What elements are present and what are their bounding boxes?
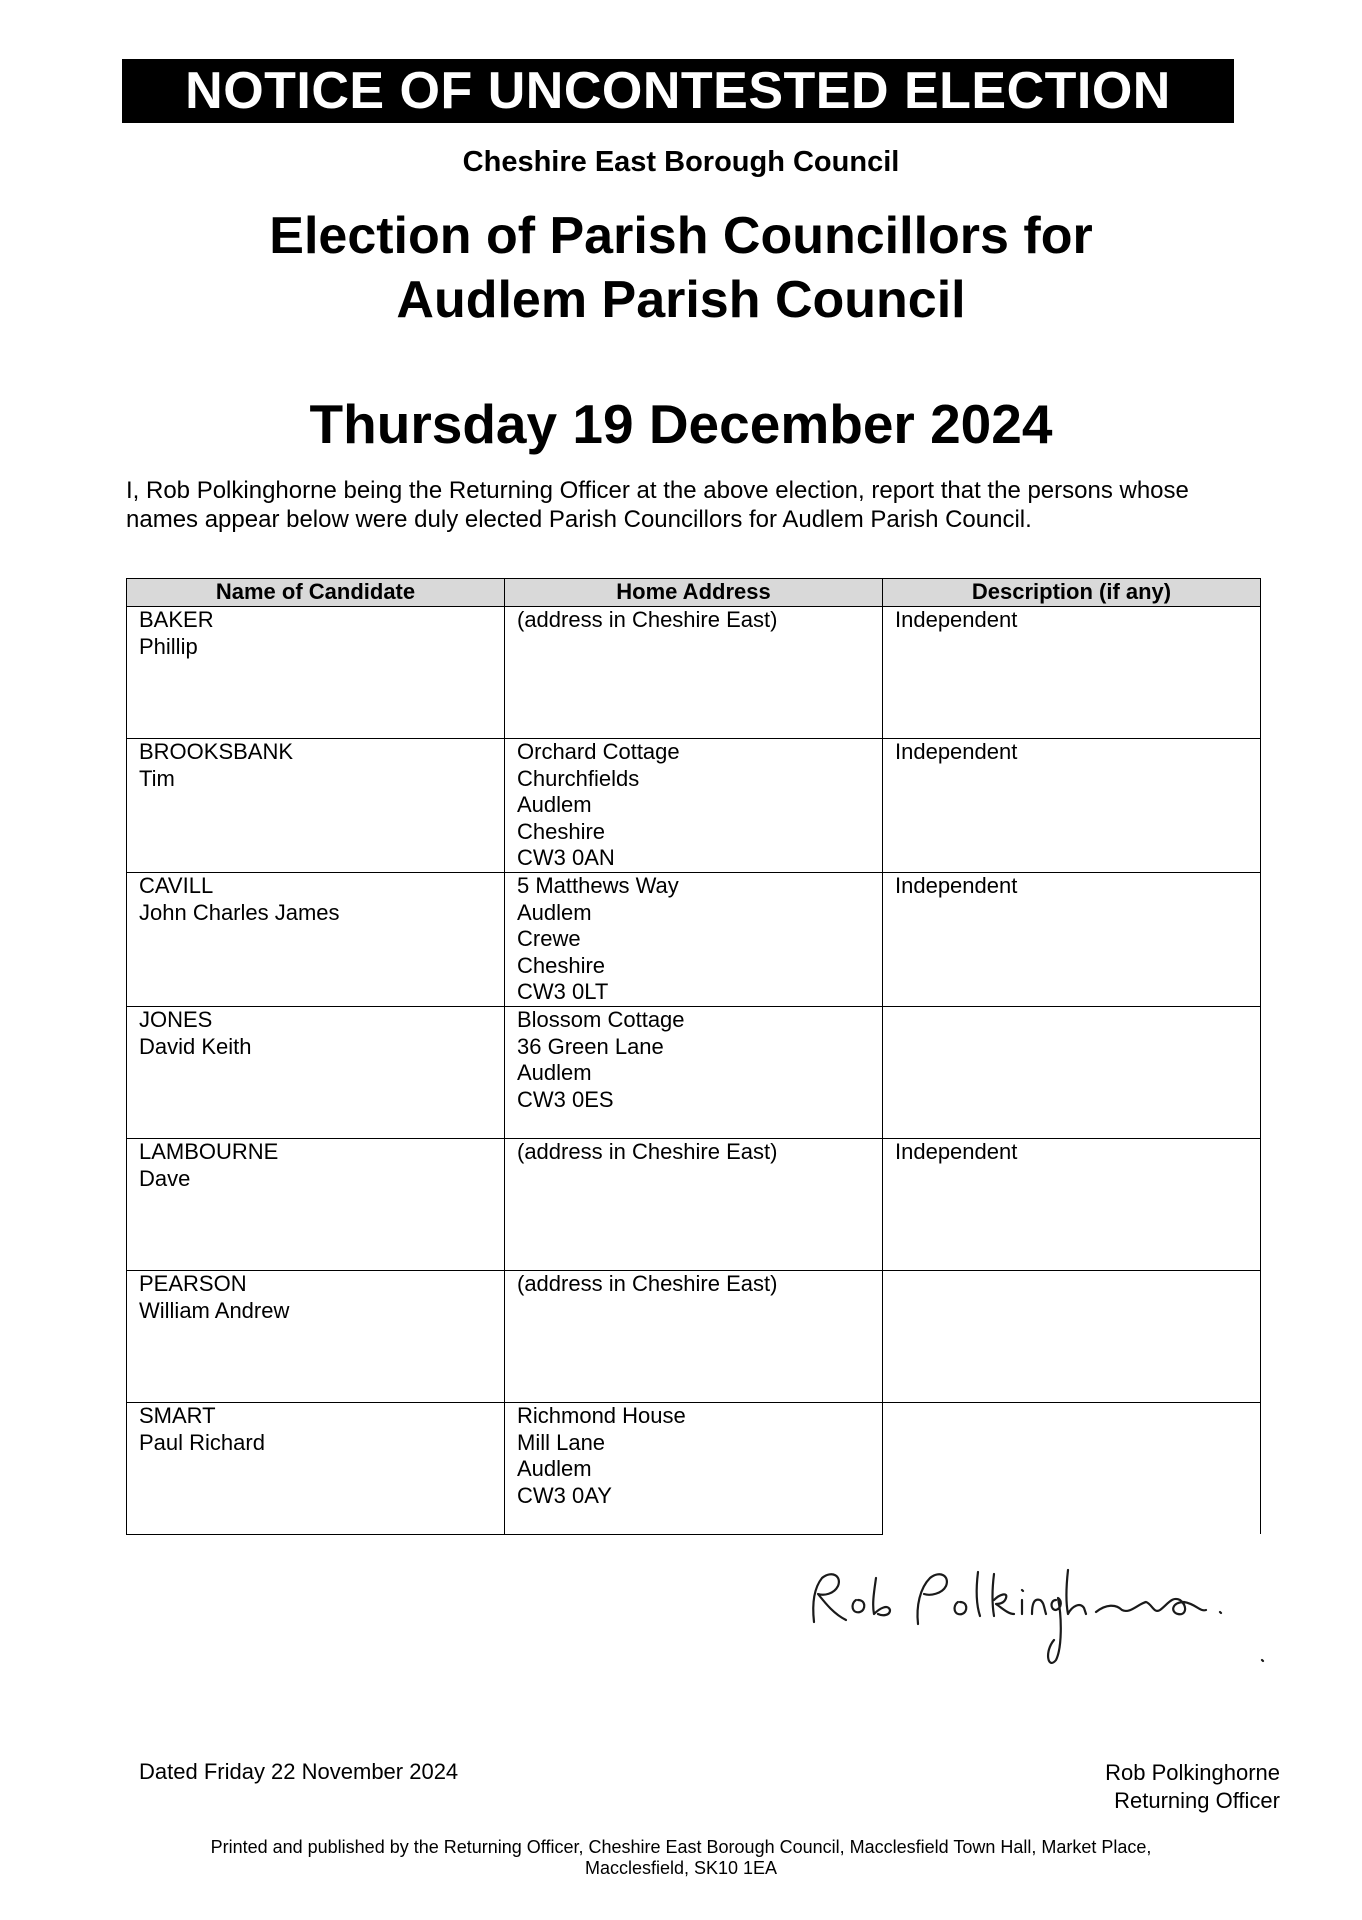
address-line: (address in Cheshire East) <box>517 607 778 632</box>
description-cell <box>883 1006 1261 1138</box>
signature-stroke <box>813 1574 846 1622</box>
candidate-name-cell <box>127 872 505 1006</box>
council-name: Cheshire East Borough Council <box>462 146 900 178</box>
election-heading <box>0 204 1362 332</box>
header-home-address: Home Address <box>505 579 883 607</box>
candidate-surname: PEARSON <box>139 1270 247 1296</box>
candidate-surname: SMART <box>139 1402 216 1428</box>
candidates-table <box>126 578 1261 1535</box>
candidate-name-cell <box>127 739 505 873</box>
officer-name: Rob Polkinghorne <box>1105 1760 1280 1785</box>
heading-line-1: Election of Parish Councillors for <box>269 207 1093 265</box>
description-cell <box>883 739 1261 873</box>
home-address-cell <box>505 739 883 873</box>
description-cell <box>883 1270 1261 1402</box>
address-line: Mill Lane <box>517 1429 606 1455</box>
address-line: CW3 0AN <box>517 845 615 871</box>
candidate-name-cell <box>127 1402 505 1534</box>
address-line: Audlem <box>517 899 592 925</box>
candidate-description: Independent <box>895 739 1018 764</box>
signature-stroke <box>1096 1599 1206 1614</box>
intro-paragraph: I, Rob Polkinghorne being the Returning Officer at the above election, report that the persons whose names appear below were duly elected Parish Councillors for Audlem Parish Council. <box>126 477 1189 533</box>
imprint <box>0 1837 1362 1879</box>
signature-stroke <box>918 1574 947 1624</box>
candidate-description: Independent <box>895 872 1018 898</box>
address-line: Audlem <box>517 792 592 818</box>
table-row <box>127 1270 1261 1402</box>
candidate-description: Independent <box>895 1138 1018 1164</box>
address-line: Blossom Cottage <box>517 1006 685 1032</box>
candidate-name-cell <box>127 607 505 739</box>
candidate-surname: LAMBOURNE <box>139 1138 279 1164</box>
address-line: (address in Cheshire East) <box>517 1138 778 1164</box>
home-address-cell <box>505 872 883 1006</box>
address-line: Audlem <box>517 1456 592 1482</box>
description-cell <box>883 872 1261 1006</box>
candidate-surname: JONES <box>139 1006 213 1032</box>
imprint-line-1: Printed and published by the Returning Officer, Cheshire East Borough Council, Macclesfield Town Hall, Market Place, <box>210 1837 1152 1857</box>
header-description: Description (if any) <box>883 579 1261 607</box>
candidate-name-cell <box>127 1006 505 1138</box>
signature-stroke <box>955 1572 1014 1616</box>
election-date: Thursday 19 December 2024 <box>309 393 1053 455</box>
candidate-forenames: David Keith <box>139 1033 252 1059</box>
address-line: (address in Cheshire East) <box>517 1270 778 1296</box>
candidate-forenames: Paul Richard <box>139 1429 265 1455</box>
address-line: Cheshire <box>517 952 606 978</box>
home-address-cell <box>505 1006 883 1138</box>
address-line: 36 Green Lane <box>517 1033 664 1059</box>
address-line: Cheshire <box>517 818 606 844</box>
signature-stroke <box>1022 1570 1086 1663</box>
home-address-cell <box>505 1402 883 1534</box>
address-line: Audlem <box>517 1060 592 1086</box>
home-address-cell <box>505 607 883 739</box>
candidate-forenames: Phillip <box>139 633 198 659</box>
candidate-surname: BAKER <box>139 607 214 632</box>
address-line: Crewe <box>517 926 581 952</box>
address-line: Richmond House <box>517 1402 686 1428</box>
candidate-surname: CAVILL <box>139 872 214 898</box>
signature-stroke <box>853 1600 865 1612</box>
candidate-forenames: William Andrew <box>139 1297 290 1323</box>
table-row <box>127 872 1261 1006</box>
description-cell <box>883 607 1261 739</box>
home-address-cell <box>505 1270 883 1402</box>
dated-line: Dated Friday 22 November 2024 <box>139 1759 459 1784</box>
candidate-forenames: Dave <box>139 1165 191 1191</box>
table-row <box>127 1402 1261 1534</box>
returning-officer-block <box>1105 1759 1280 1815</box>
table-row <box>127 1006 1261 1138</box>
address-line: 5 Matthews Way <box>517 872 679 898</box>
address-line: Orchard Cottage <box>517 739 680 764</box>
candidate-forenames: John Charles James <box>139 899 340 925</box>
candidate-description: Independent <box>895 607 1018 632</box>
candidate-name-cell <box>127 1270 505 1402</box>
imprint-line-2: Macclesfield, SK10 1EA <box>584 1858 778 1878</box>
heading-line-2: Audlem Parish Council <box>396 271 966 329</box>
description-cell <box>883 1402 1261 1534</box>
description-cell <box>883 1138 1261 1270</box>
table-row <box>127 1138 1261 1270</box>
signature-stroke <box>1220 1612 1263 1661</box>
candidate-surname: BROOKSBANK <box>139 739 294 764</box>
notice-banner: NOTICE OF UNCONTESTED ELECTION <box>122 59 1234 123</box>
signature-stroke <box>873 1578 890 1615</box>
home-address-cell <box>505 1138 883 1270</box>
returning-officer-signature <box>800 1548 1270 1678</box>
candidate-name-cell <box>127 1138 505 1270</box>
candidate-forenames: Tim <box>139 765 175 791</box>
address-line: Churchfields <box>517 765 640 791</box>
table-row <box>127 739 1261 873</box>
address-line: CW3 0AY <box>517 1482 612 1508</box>
address-line: CW3 0ES <box>517 1086 614 1112</box>
officer-title: Returning Officer <box>1114 1788 1280 1813</box>
table-header-row <box>127 579 1261 607</box>
header-name-of-candidate: Name of Candidate <box>127 579 505 607</box>
address-line: CW3 0LT <box>517 979 609 1005</box>
table-row <box>127 607 1261 739</box>
